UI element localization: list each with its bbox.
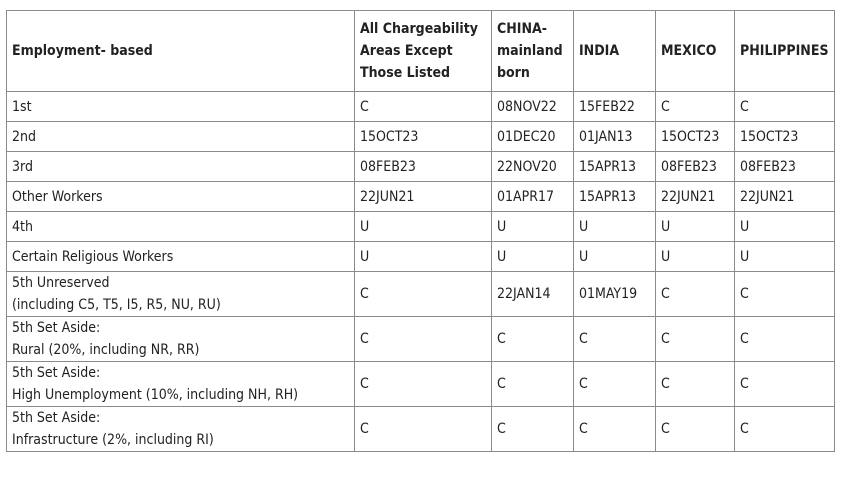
date-cell: 22JUN21 [735, 182, 835, 212]
date-cell: U [735, 212, 835, 242]
date-cell: C [656, 407, 735, 452]
date-cell: C [656, 317, 735, 362]
date-cell: U [492, 242, 574, 272]
header-mexico [656, 11, 735, 92]
row-label-line: 1st [12, 98, 32, 115]
date-cell: U [355, 212, 492, 242]
date-cell: C [492, 407, 574, 452]
row-label-cell [7, 272, 355, 317]
row-label-line: (including C5, T5, I5, R5, NU, RU) [12, 297, 221, 313]
visa-bulletin-table-container [6, 10, 835, 452]
date-cell: C [656, 92, 735, 122]
header-line: All Chargeability [360, 21, 478, 37]
row-label-cell [7, 242, 355, 272]
date-cell: C [574, 407, 656, 452]
date-cell: C [735, 92, 835, 122]
table-row [7, 92, 835, 122]
header-employment-based [7, 11, 355, 92]
table-body [7, 92, 835, 452]
header-line: Those Listed [360, 65, 451, 81]
date-cell: C [492, 362, 574, 407]
header-line: mainland [497, 43, 563, 59]
row-label-cell [7, 122, 355, 152]
row-label-line: 3rd [12, 158, 33, 175]
date-cell: 01JAN13 [574, 122, 656, 152]
date-cell: 15FEB22 [574, 92, 656, 122]
row-label-line: 5th Set Aside: [12, 320, 101, 336]
date-cell: 08FEB23 [656, 152, 735, 182]
date-cell: C [355, 317, 492, 362]
date-cell: U [574, 212, 656, 242]
row-label-line: 5th Unreserved [12, 275, 110, 291]
date-cell: C [355, 407, 492, 452]
date-cell: 15APR13 [574, 152, 656, 182]
date-cell: 22JAN14 [492, 272, 574, 317]
header-line: MEXICO [661, 43, 717, 59]
table-row [7, 212, 835, 242]
date-cell: 15OCT23 [735, 122, 835, 152]
date-cell: C [355, 272, 492, 317]
row-label-cell [7, 317, 355, 362]
date-cell: 01APR17 [492, 182, 574, 212]
date-cell: 15APR13 [574, 182, 656, 212]
header-china [492, 11, 574, 92]
date-cell: 08FEB23 [735, 152, 835, 182]
row-label-cell [7, 407, 355, 452]
table-header [7, 11, 835, 92]
table-row [7, 317, 835, 362]
row-label-cell [7, 92, 355, 122]
date-cell: C [735, 407, 835, 452]
row-label-line: 5th Set Aside: [12, 410, 101, 426]
date-cell: C [355, 362, 492, 407]
date-cell: U [656, 212, 735, 242]
table-row [7, 242, 835, 272]
header-line: PHILIPPINES [740, 43, 829, 59]
date-cell: 01DEC20 [492, 122, 574, 152]
date-cell: C [574, 362, 656, 407]
header-line: Areas Except [360, 43, 453, 59]
date-cell: 08FEB23 [355, 152, 492, 182]
date-cell: 22JUN21 [656, 182, 735, 212]
table-row [7, 362, 835, 407]
header-line: based [110, 43, 153, 59]
row-label-line: Infrastructure (2%, including RI) [12, 432, 214, 448]
header-all-chargeability [355, 11, 492, 92]
date-cell: 22NOV20 [492, 152, 574, 182]
header-line: CHINA- [497, 21, 547, 37]
date-cell: 22JUN21 [355, 182, 492, 212]
row-label-cell [7, 212, 355, 242]
date-cell: U [355, 242, 492, 272]
date-cell: 08NOV22 [492, 92, 574, 122]
row-label-line: 4th [12, 218, 33, 235]
table-row [7, 152, 835, 182]
date-cell: U [492, 212, 574, 242]
row-label-line: Other Workers [12, 188, 103, 205]
date-cell: C [735, 272, 835, 317]
date-cell: C [355, 92, 492, 122]
table-row [7, 182, 835, 212]
date-cell: 15OCT23 [656, 122, 735, 152]
table-row [7, 407, 835, 452]
date-cell: C [656, 362, 735, 407]
date-cell: C [735, 317, 835, 362]
table-row [7, 272, 835, 317]
date-cell: U [574, 242, 656, 272]
date-cell: C [735, 362, 835, 407]
row-label-cell [7, 152, 355, 182]
row-label-cell [7, 362, 355, 407]
row-label-line: 5th Set Aside: [12, 365, 101, 381]
row-label-cell [7, 182, 355, 212]
row-label-line: Certain Religious Workers [12, 248, 174, 265]
date-cell: U [735, 242, 835, 272]
date-cell: U [656, 242, 735, 272]
date-cell: 01MAY19 [574, 272, 656, 317]
header-line: INDIA [579, 43, 620, 59]
date-cell: 15OCT23 [355, 122, 492, 152]
header-line: Employment- [12, 43, 106, 59]
row-label-line: 2nd [12, 128, 36, 145]
date-cell: C [574, 317, 656, 362]
header-row [7, 11, 835, 92]
row-label-line: Rural (20%, including NR, RR) [12, 342, 200, 358]
employment-based-dates-table [6, 10, 835, 452]
date-cell: C [656, 272, 735, 317]
header-india [574, 11, 656, 92]
row-label-line: High Unemployment (10%, including NH, RH) [12, 387, 299, 403]
date-cell: C [492, 317, 574, 362]
table-row [7, 122, 835, 152]
header-philippines [735, 11, 835, 92]
header-line: born [497, 65, 530, 81]
